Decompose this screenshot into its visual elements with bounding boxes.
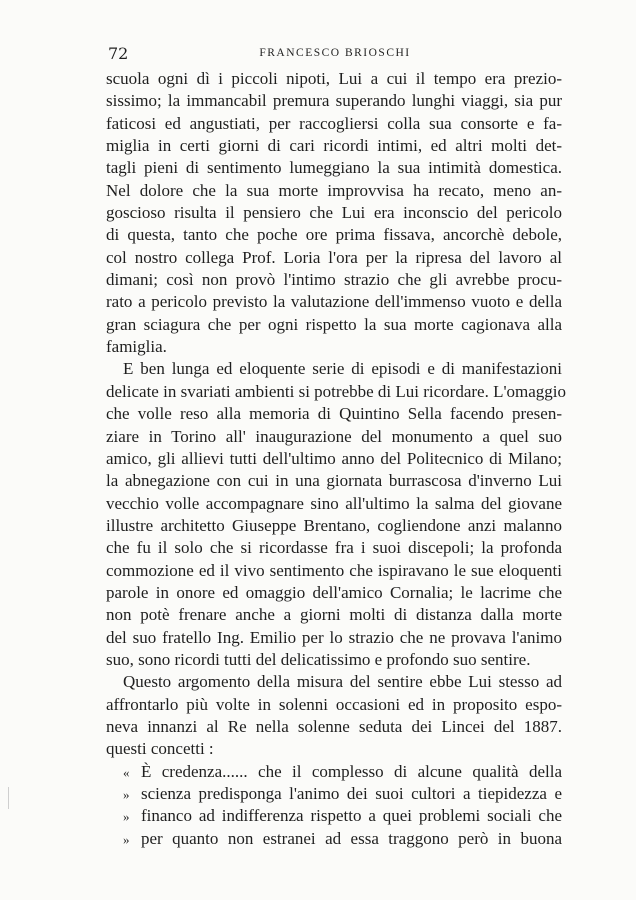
text-line: delicate in svariati ambienti si potrebbe di Lui ricordare. L'omaggio [106,381,567,401]
text-line: affrontarlo più volte in solenni occasioni ed in proposito espo- [106,694,562,714]
quote-line [106,761,562,783]
text-line: che fu il solo che si ricordasse fra i suoi discepoli; la profonda [106,538,562,558]
page-number: 72 [108,44,129,63]
text-line: miglia in certi giorni di cari ricordi intimi, ed altri molti det- [106,136,562,156]
text-line: tagli pieni di sentimento lumeggiano la sua intimità domestica. [106,158,562,178]
text-line: dimani; così non provò l'intimo strazio che gli avrebbe procu- [106,270,562,290]
margin-scan-mark [8,787,9,809]
text-line: vecchio volle accompagnare sino all'ultimo la salma del giovane [106,493,562,513]
text-line: famiglia. [106,337,167,357]
text-line: amico, gli allievi tutti dell'ultimo anno del Politecnico di Milano; [106,448,562,468]
quote-line [106,828,562,850]
text-line: neva innanzi al Re nella solenne seduta dei Lincei del 1887. [106,716,562,736]
running-head: FRANCESCO BRIOSCHI [259,47,411,59]
text-line: parole in onore ed omaggio dell'amico Cornalia; le lacrime che [106,582,562,602]
text-line: col nostro collega Prof. Loria l'ora per la ripresa del lavoro al [106,247,562,267]
text-line: non potè frenare anche a giorni molti di distanza dalla morte [106,605,562,625]
text-line: sissimo; la immancabil premura superando lunghi viaggi, sia pur [106,91,562,111]
text-line: suo, sono ricordi tutti del delicatissimo e profondo suo sentire. [106,649,531,669]
page-header [108,44,562,66]
text-line: E ben lunga ed eloquente serie di episodi e di manifestazioni [123,359,562,379]
text-line: goscioso risulta il pensiero che Lui era inconscio del pericolo [106,203,562,223]
text-line: commozione ed il vivo sentimento che ispiravano le sue eloquenti [106,560,562,580]
quote-mark: » [123,787,130,802]
quote-mark: « [123,764,130,780]
text-line: illustre architetto Giuseppe Brentano, cogliendone anzi malanno [106,515,562,535]
text-line: del suo fratello Ing. Emilio per lo strazio che ne provava l'animo [106,627,562,647]
quote-mark: » [123,809,130,825]
quote-line [106,783,562,805]
quote-text: financo ad indifferenza rispetto a quei problemi sociali che [141,806,562,826]
text-line: faticosi ed angustiati, per raccogliersi colla sua consorte e fa- [106,113,562,133]
text-line: di questa, tanto che poche ore prima fissava, ancorchè debole, [106,225,562,245]
text-line: la abnegazione con cui in una giornata burrascosa d'inverno Lui [106,471,562,491]
body-text [106,68,567,850]
text-line: questi concetti : [106,739,214,759]
text-line: rato a pericolo previsto la valutazione dell'immenso vuoto e della [106,292,562,312]
text-line: ziare in Torino all' inaugurazione del monumento a quel suo [106,426,562,446]
quote-text: per quanto non estranei ad essa traggono però in buona [141,828,562,848]
text-line: Questo argomento della misura del sentire ebbe Lui stesso ad [123,672,562,692]
text-line: gran sciagura che per ogni rispetto la sua morte cagionava alla [106,314,562,334]
text-line: scuola ogni dì i piccoli nipoti, Lui a cui il tempo era prezio- [106,69,562,88]
text-line: che volle reso alla memoria di Quintino Sella facendo presen- [106,404,562,424]
quote-mark: » [123,831,130,847]
quote-line [106,805,562,827]
quote-text: È credenza...... che il complesso di alcune qualità della [141,761,562,781]
text-line: Nel dolore che la sua morte improvvisa ha recato, meno an- [106,180,562,200]
quote-text: scienza predisponga l'animo dei suoi cultori a tiepidezza e [141,784,562,803]
